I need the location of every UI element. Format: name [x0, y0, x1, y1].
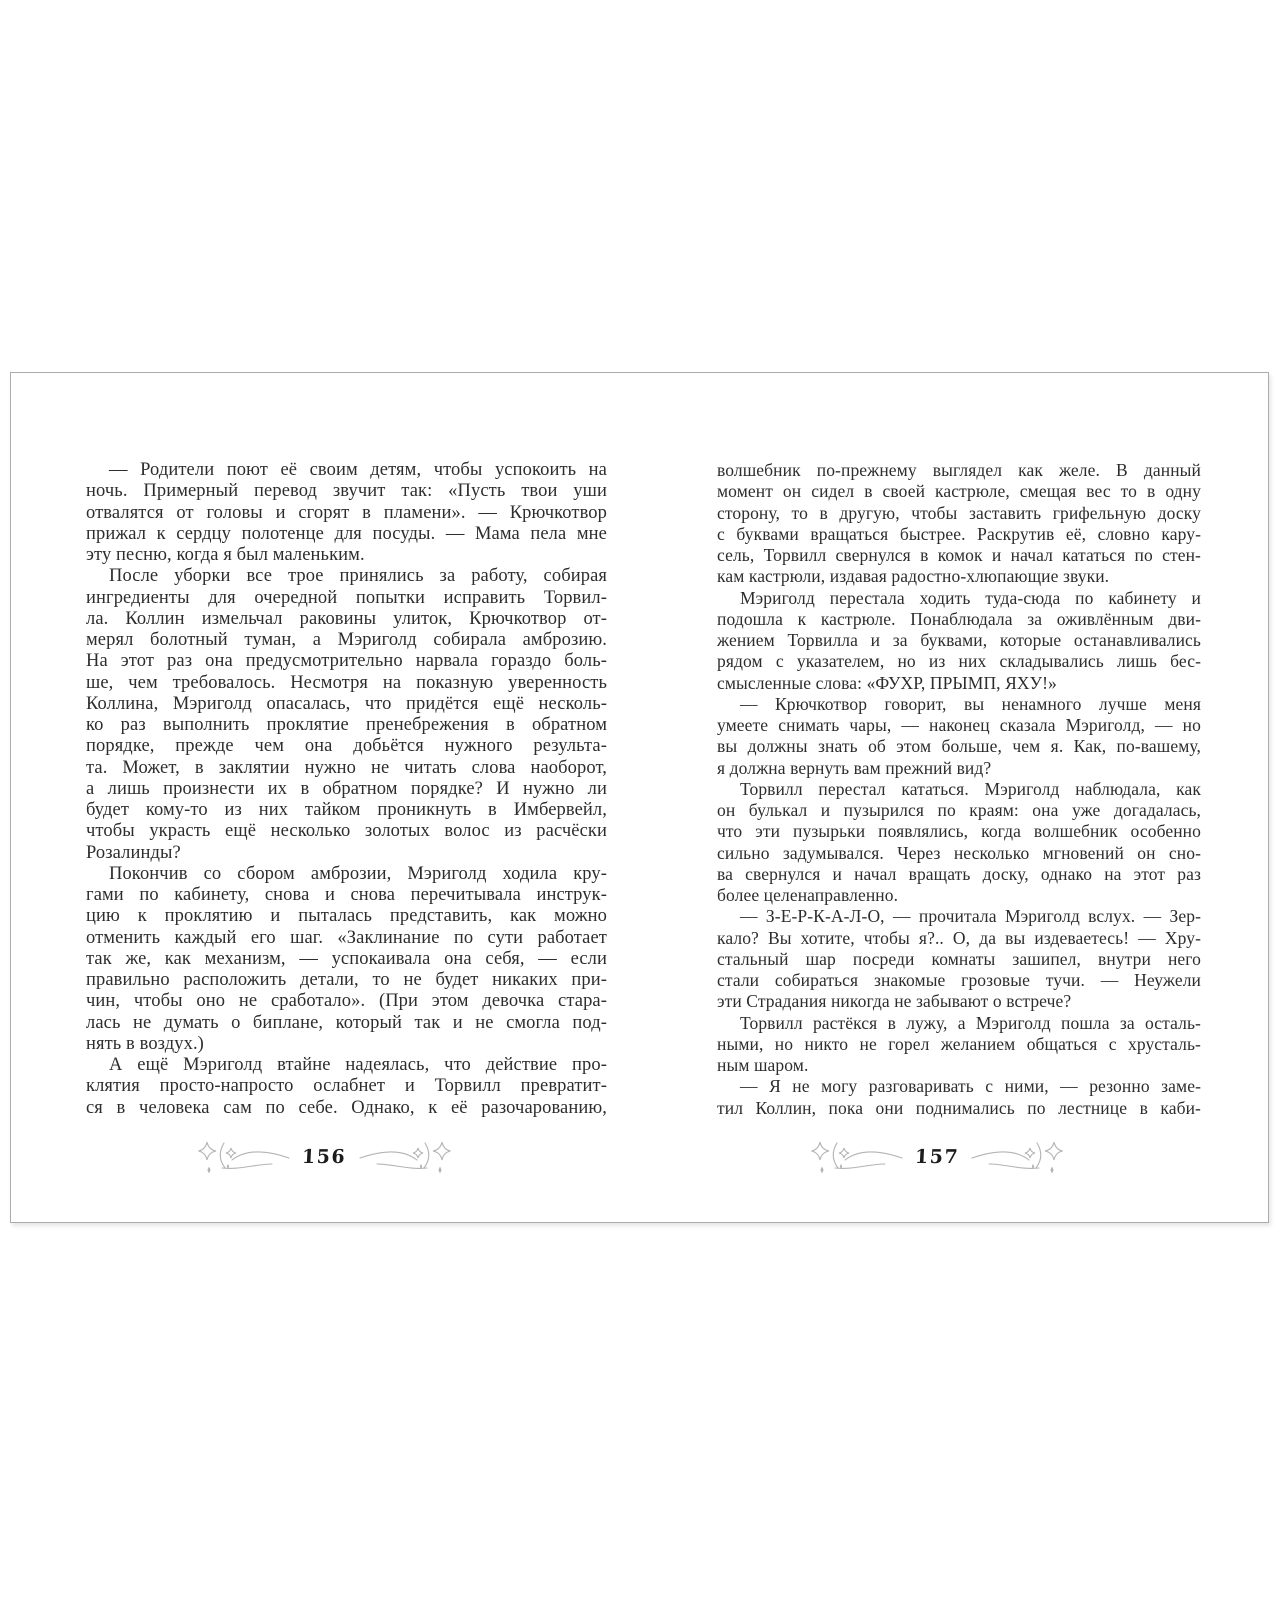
text-line: Розалинды? — [86, 842, 181, 863]
page-number: 157 — [914, 1146, 960, 1168]
text-line: А ещё Мэриголд втайне надеялась, что действие про- — [109, 1055, 607, 1075]
text-line: подошла к кастрюле. Понаблюдала за оживлённым дви- — [717, 608, 1201, 629]
text-line: мерял болотный туман, а Мэриголд собирала амброзию. — [86, 630, 607, 650]
text-line: После уборки все трое принялись за работу, собирая — [109, 566, 607, 587]
text-line: гами по кабинету, снова и снова перечитывала инструк- — [86, 885, 607, 905]
text-line: ла. Коллин измельчал раковины улиток, Крючкотвор от- — [86, 608, 607, 629]
right-page — [717, 460, 1201, 1200]
text-line: сторону, то в другую, чтобы заставить грифельную доску — [717, 502, 1201, 523]
text-line: волшебник по-прежнему выглядел как желе. В данный — [717, 460, 1201, 480]
text-line: жением Торвилла и за буквами, которые останавливались — [717, 630, 1201, 650]
text-line: Покончив со сбором амброзии, Мэриголд ходила кру- — [109, 863, 607, 884]
text-line: с буквами вращаться быстрее. Раскрутив её, словно кару- — [717, 523, 1201, 544]
text-line: рядом с указателем, но из них складывались лишь бес- — [717, 651, 1201, 672]
text-line: кам кастрюли, издавая радостно-хлюпающие звуки. — [717, 566, 1110, 587]
text-line: а лишь произнести их в обратном порядке? И нужно ли — [86, 778, 607, 799]
text-line: момент он сидел в своей кастрюле, смещая вес то в одну — [717, 481, 1201, 502]
page-number: 156 — [301, 1146, 348, 1168]
text-line: — Я не могу разговаривать с ними, — резонно заме- — [740, 1076, 1201, 1097]
text-line: порядке, прежде чем она добьётся нужного результа- — [86, 736, 607, 757]
text-line: будет кому-то из них тайком проникнуть в Имбервейл, — [86, 800, 607, 820]
text-line: ным шаром. — [717, 1055, 809, 1075]
footer-flourish-right-icon — [971, 1137, 1063, 1177]
text-line: что эти пузырьки появлялись, когда волшебник особенно — [717, 821, 1201, 842]
text-line: ночь. Примерный перевод звучит так: «Пусть твои уши — [86, 481, 607, 502]
text-line: чин, чтобы оно не сработало». (При этом девочка стара- — [86, 991, 607, 1012]
text-line: ными, но никто не горел желанием общаться с хрусталь- — [717, 1033, 1201, 1054]
left-page-text — [86, 460, 607, 1119]
text-line: прижал к сердцу полотенце для посуды. — Мама пела мне — [86, 523, 607, 544]
text-line: отменить каждый его шаг. «Заклинание по сути работает — [86, 927, 607, 948]
footer-flourish-left-icon — [811, 1137, 903, 1177]
text-line: он булькал и пузырился по краям: она уже догадалась, — [717, 800, 1201, 820]
text-line: Торвилл растёкся в лужу, а Мэриголд пошла за осталь- — [740, 1012, 1201, 1033]
text-line: стальный шар посреди комнаты зашипел, внутри него — [717, 948, 1201, 969]
text-line: Мэриголд перестала ходить туда-сюда по кабинету и — [740, 587, 1201, 608]
book-spread — [10, 372, 1269, 1223]
left-page — [86, 460, 607, 1200]
text-line: тил Коллин, пока они поднимались по лестнице в каби- — [717, 1097, 1201, 1118]
text-line: сильно задумывался. Через несколько мгновений он сно- — [717, 842, 1201, 863]
text-line: смысленные слова: «ФУХР, ПРЫМП, ЯХУ!» — [717, 672, 1057, 693]
text-line: стали собираться знакомые грозовые тучи. — Неужели — [717, 970, 1201, 990]
text-line: Торвилл перестал кататься. Мэриголд наблюдала, как — [740, 778, 1201, 799]
text-line: ше, чем требовалось. Несмотря на показную уверенность — [86, 672, 607, 693]
text-line: отвалятся от головы и сгорят в пламени». — Крючкотвор — [86, 502, 607, 523]
text-line: цию к проклятию и пыталась представить, как можно — [86, 906, 607, 927]
right-page-footer — [695, 1136, 1179, 1178]
text-line: вы должны знать об этом больше, чем я. Как, по-вашему, — [717, 736, 1201, 757]
text-line: — З-Е-Р-К-А-Л-О, — прочитала Мэриголд вслух. — Зер- — [740, 906, 1201, 927]
footer-flourish-right-icon — [359, 1137, 451, 1177]
text-line: кало? Вы хотите, чтобы я?.. О, да вы издеваетесь! — Хру- — [717, 927, 1201, 948]
right-page-text — [717, 460, 1201, 1119]
text-line: более целенаправленно. — [717, 885, 899, 905]
text-line: ва свернулся и начал вращать доску, однако на этот раз — [717, 863, 1201, 884]
left-page-footer — [64, 1136, 585, 1178]
text-line: та. Может, в заклятии нужно не читать слова наоборот, — [86, 757, 607, 778]
text-line: правильно расположить детали, то не будет никаких при- — [86, 970, 607, 990]
text-line: ко раз выполнить проклятие пренебрежения в обратном — [86, 715, 607, 735]
text-line: сель, Торвилл свернулся в комок и начал кататься по стен- — [717, 545, 1201, 565]
text-line: На этот раз она предусмотрительно нарвала гораздо боль- — [86, 651, 607, 672]
text-line: нять в воздух.) — [86, 1033, 204, 1054]
text-line: ингредиенты для очередной попытки исправить Торвил- — [86, 587, 607, 608]
text-line: ся в человека сам по себе. Однако, к её разочарованию, — [86, 1097, 607, 1118]
text-line: Коллина, Мэриголд опасалась, что придётся ещё несколь- — [86, 693, 607, 714]
text-line: — Крючкотвор говорит, вы ненамного лучше меня — [740, 693, 1201, 714]
text-line: я должна вернуть вам прежний вид? — [717, 757, 992, 778]
text-line: так же, как механизм, — успокаивала она себя, — если — [86, 948, 607, 969]
text-line: — Родители поют её своим детям, чтобы успокоить на — [109, 460, 607, 480]
text-line: умеете снимать чары, — наконец сказала Мэриголд, — но — [717, 715, 1201, 735]
text-line: чтобы украсть ещё несколько золотых волос из расчёски — [86, 821, 607, 842]
text-line: клятия просто-напросто ослабнет и Торвилл превратит- — [86, 1076, 607, 1097]
footer-flourish-left-icon — [198, 1137, 290, 1177]
text-line: лась не думать о биплане, который так и не смогла под- — [86, 1012, 607, 1033]
text-line: эти Страдания никогда не забывают о встрече? — [717, 991, 1072, 1012]
text-line: эту песню, когда я был маленьким. — [86, 545, 365, 565]
